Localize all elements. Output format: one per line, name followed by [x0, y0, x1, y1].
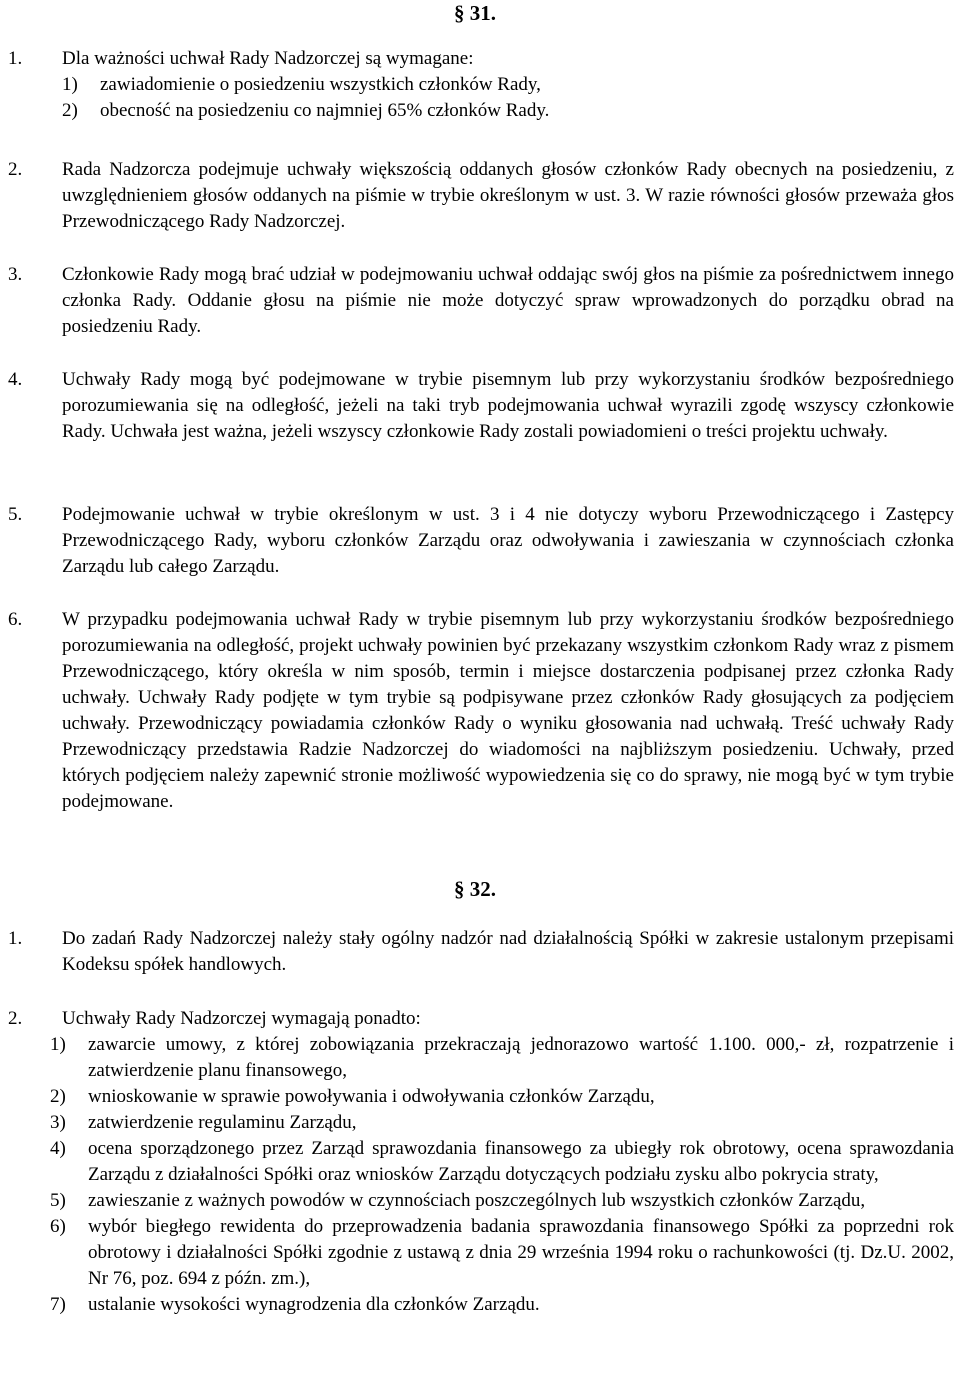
- paragraph-number: 4.: [8, 369, 23, 390]
- subitem-text: obecność na posiedzeniu co najmniej 65% członków Rady.: [100, 100, 550, 121]
- section-32-heading: § 32.: [454, 877, 496, 901]
- s31-paragraph-4: [8, 367, 954, 445]
- paragraph-number: 2.: [8, 1008, 23, 1029]
- subitem-text: ocena sporządzonego przez Zarząd sprawozdania finansowego za ubiegły rok obrotowy, ocena sprawozdania Zarządu z działalności Spółki oraz wniosków Zarządu dotyczących podziału zysku albo pokrycia straty,: [88, 1138, 954, 1185]
- subitem-text: zawieszanie z ważnych powodów w czynnościach poszczególnych lub wszystkich członków Zarządu,: [88, 1190, 866, 1211]
- s32-paragraph-1: [8, 926, 954, 978]
- section-31-heading: § 31.: [454, 1, 496, 25]
- subitem-number: 2): [62, 100, 78, 121]
- s31-paragraph-5: [8, 502, 954, 580]
- paragraph-text: W przypadku podejmowania uchwał Rady w trybie pisemnym lub przy wykorzystaniu środków bezpośredniego porozumiewania na odległość, projekt uchwały powinien być przekazany wszystkim członkom Rady wraz z pismem Przewodniczącego, który określa w nim sposób, termin i miejsce dostarczenia podpisanej przez członka Rady uchwały. Uchwały Rady podjęte w tym trybie są podpisywane przez członków Rady głosujących za podjęciem uchwały. Przewodniczący powiadamia członków Rady o wyniku głosowania nad uchwałą. Treść uchwały Rady Przewodniczący przedstawia Radzie Nadzorczej do wiadomości na najbliższym posiedzeniu. Uchwały, przed których podjęciem należy zapewnić stronie możliwość wypowiedzenia się co do sprawy, nie mogą być w tym trybie podejmowane.: [62, 609, 954, 812]
- s32-p2-subitem-7: [50, 1292, 954, 1318]
- subitem-number: 2): [50, 1086, 66, 1107]
- subitem-number: 1): [50, 1034, 66, 1055]
- paragraph-number: 3.: [8, 264, 23, 285]
- subitem-number: 6): [50, 1216, 66, 1237]
- s32-p2-subitem-5: [50, 1188, 954, 1214]
- s31-paragraph-3: [8, 262, 954, 340]
- s32-p2-subitem-1: [50, 1032, 954, 1084]
- paragraph-number: 1.: [8, 928, 23, 949]
- subitem-number: 7): [50, 1294, 66, 1315]
- s31-p1-subitem-1: [62, 72, 954, 98]
- subitem-text: wnioskowanie w sprawie powoływania i odwoływania członków Zarządu,: [88, 1086, 655, 1107]
- paragraph-text: Do zadań Rady Nadzorczej należy stały ogólny nadzór nad działalnością Spółki w zakresie ustalonym przepisami Kodeksu spółek handlowych.: [62, 928, 954, 975]
- paragraph-text: Dla ważności uchwał Rady Nadzorczej są wymagane:: [62, 48, 474, 69]
- paragraph-text: Członkowie Rady mogą brać udział w podejmowaniu uchwał oddając swój głos na piśmie za pośrednictwem innego członka Rady. Oddanie głosu na piśmie nie może dotyczyć spraw wprowadzonych do porządku obrad na posiedzeniu Rady.: [62, 264, 954, 337]
- s32-p2-subitem-3: [50, 1110, 954, 1136]
- paragraph-text: Rada Nadzorcza podejmuje uchwały większością oddanych głosów członków Rady obecnych na posiedzeniu, z uwzględnieniem głosów oddanych na piśmie w trybie określonym w ust. 3. W razie równości głosów przeważa głos Przewodniczącego Rady Nadzorczej.: [62, 159, 954, 232]
- subitem-text: ustalanie wysokości wynagrodzenia dla członków Zarządu.: [88, 1294, 540, 1315]
- paragraph-number: 1.: [8, 48, 23, 69]
- paragraph-text: Uchwały Rady Nadzorczej wymagają ponadto:: [62, 1008, 421, 1029]
- paragraph-text: Uchwały Rady mogą być podejmowane w trybie pisemnym lub przy wykorzystaniu środków bezpośredniego porozumiewania się na odległość, jeżeli na taki tryb podejmowania uchwał wyrazili zgodę wszyscy członkowie Rady. Uchwała jest ważna, jeżeli wszyscy członkowie Rady zostali powiadomieni o treści projektu uchwały.: [62, 369, 954, 442]
- subitem-text: zatwierdzenie regulaminu Zarządu,: [88, 1112, 357, 1133]
- subitem-text: wybór biegłego rewidenta do przeprowadzenia badania sprawozdania finansowego Spółki za poprzedni rok obrotowy i działalności Spółki zgodnie z ustawą z dnia 29 września 1994 roku o rachunkowości (tj. Dz.U. 2002, Nr 76, poz. 694 z późn. zm.),: [88, 1216, 954, 1289]
- subitem-number: 5): [50, 1190, 66, 1211]
- s32-p2-subitem-6: [50, 1214, 954, 1292]
- subitem-text: zawarcie umowy, z której zobowiązania przekraczają jednorazowo wartość 1.100. 000,- zł, rozpatrzenie i zatwierdzenie planu finansowego,: [88, 1034, 954, 1081]
- s31-paragraph-6: [8, 607, 954, 815]
- s31-p1-subitem-2: [62, 98, 954, 124]
- subitem-text: zawiadomienie o posiedzeniu wszystkich członków Rady,: [100, 74, 541, 95]
- s31-paragraph-2: [8, 157, 954, 235]
- s32-p2-subitem-4: [50, 1136, 954, 1188]
- paragraph-number: 5.: [8, 504, 23, 525]
- s32-p2-subitem-2: [50, 1084, 954, 1110]
- subitem-number: 3): [50, 1112, 66, 1133]
- s31-paragraph-1: [8, 46, 954, 124]
- s32-paragraph-2: [8, 1006, 954, 1032]
- paragraph-number: 2.: [8, 159, 23, 180]
- s32-p2-subitem-list: [8, 1032, 954, 1318]
- paragraph-number: 6.: [8, 609, 23, 630]
- paragraph-text: Podejmowanie uchwał w trybie określonym w ust. 3 i 4 nie dotyczy wyboru Przewodniczącego i Zastępcy Przewodniczącego Rady, wyboru członków Zarządu oraz odwoływania i zawieszania w czynnościach członka Zarządu lub całego Zarządu.: [62, 504, 954, 577]
- subitem-number: 1): [62, 74, 78, 95]
- subitem-number: 4): [50, 1138, 66, 1159]
